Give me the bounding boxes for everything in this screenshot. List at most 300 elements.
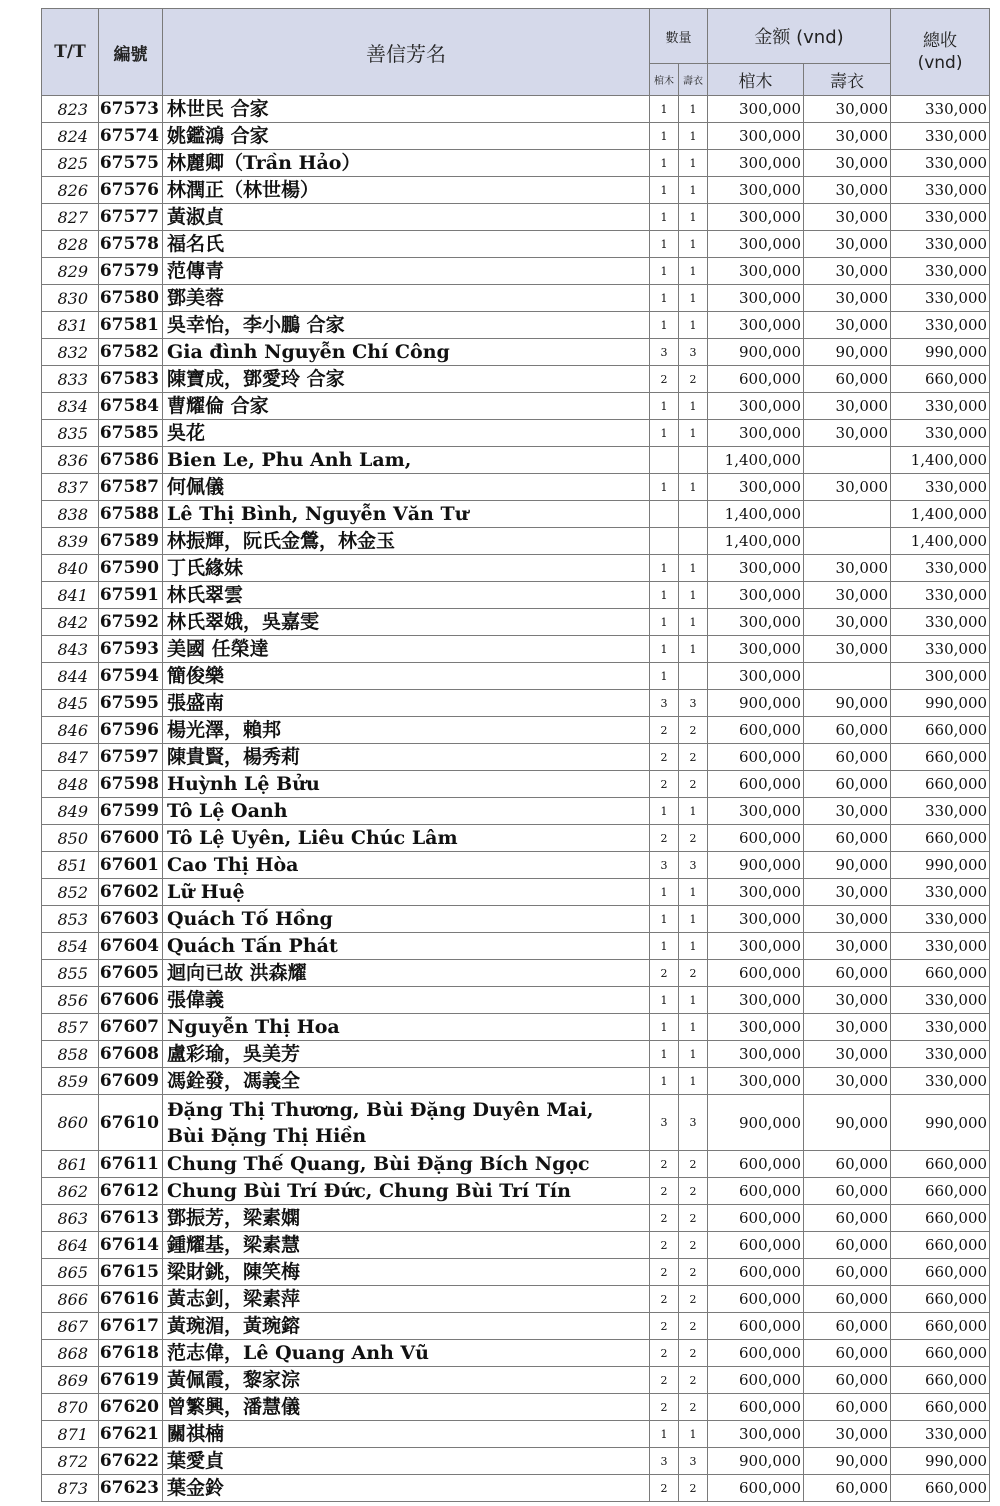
table-row <box>42 1394 990 1421</box>
row-amount-clothes: 30,000 <box>804 1041 891 1068</box>
row-amount-clothes: 30,000 <box>804 987 891 1014</box>
row-total: 330,000 <box>891 312 990 339</box>
row-amount-clothes: 30,000 <box>804 609 891 636</box>
row-qty-coffin: 2 <box>650 366 679 393</box>
row-amount-clothes <box>804 663 891 690</box>
row-qty-clothes: 3 <box>679 690 708 717</box>
row-number: 829 <box>42 258 99 285</box>
row-total: 330,000 <box>891 609 990 636</box>
row-qty-coffin: 1 <box>650 474 679 501</box>
row-amount-clothes: 60,000 <box>804 1313 891 1340</box>
row-name: 林麗卿（Trần Hảo） <box>163 150 650 177</box>
table-row <box>42 555 990 582</box>
row-number: 839 <box>42 528 99 555</box>
row-qty-clothes: 1 <box>679 420 708 447</box>
row-qty-coffin: 3 <box>650 1448 679 1475</box>
row-qty-clothes: 1 <box>679 1041 708 1068</box>
row-amount-coffin: 300,000 <box>708 906 804 933</box>
table-row <box>42 1014 990 1041</box>
row-qty-coffin: 2 <box>650 1232 679 1259</box>
row-amount-clothes: 60,000 <box>804 744 891 771</box>
row-code: 67613 <box>99 1205 163 1232</box>
row-code: 67592 <box>99 609 163 636</box>
table-row <box>42 933 990 960</box>
row-name: 福名氏 <box>163 231 650 258</box>
row-amount-coffin: 300,000 <box>708 1068 804 1095</box>
row-amount-clothes: 60,000 <box>804 960 891 987</box>
row-code: 67578 <box>99 231 163 258</box>
row-number: 833 <box>42 366 99 393</box>
row-qty-clothes: 1 <box>679 150 708 177</box>
table-row <box>42 1313 990 1340</box>
row-total: 330,000 <box>891 933 990 960</box>
row-qty-clothes: 3 <box>679 1448 708 1475</box>
row-total: 990,000 <box>891 690 990 717</box>
row-number: 840 <box>42 555 99 582</box>
row-qty-coffin <box>650 501 679 528</box>
row-qty-coffin: 2 <box>650 960 679 987</box>
row-code: 67601 <box>99 852 163 879</box>
row-name: 林世民 合家 <box>163 96 650 123</box>
row-amount-coffin: 600,000 <box>708 744 804 771</box>
header-qty-clothes: 壽衣 <box>679 64 708 96</box>
row-qty-clothes: 1 <box>679 204 708 231</box>
row-qty-clothes: 1 <box>679 474 708 501</box>
row-qty-coffin: 2 <box>650 744 679 771</box>
row-qty-coffin: 1 <box>650 177 679 204</box>
row-total: 330,000 <box>891 204 990 231</box>
row-amount-clothes: 30,000 <box>804 177 891 204</box>
row-code: 67588 <box>99 501 163 528</box>
row-qty-clothes: 1 <box>679 1014 708 1041</box>
row-name: 關祺楠 <box>163 1421 650 1448</box>
row-amount-coffin: 300,000 <box>708 231 804 258</box>
row-amount-coffin: 1,400,000 <box>708 501 804 528</box>
row-qty-coffin <box>650 447 679 474</box>
row-amount-coffin: 600,000 <box>708 1367 804 1394</box>
row-name-line1: Đặng Thị Thương, Bùi Đặng Duyên Mai, <box>167 1098 594 1121</box>
row-qty-clothes: 2 <box>679 717 708 744</box>
row-number: 837 <box>42 474 99 501</box>
row-qty-coffin: 1 <box>650 420 679 447</box>
donation-table <box>41 8 990 1502</box>
row-total: 660,000 <box>891 744 990 771</box>
row-number: 835 <box>42 420 99 447</box>
row-qty-clothes: 1 <box>679 393 708 420</box>
row-code: 67606 <box>99 987 163 1014</box>
row-total: 660,000 <box>891 825 990 852</box>
row-qty-coffin: 1 <box>650 231 679 258</box>
row-amount-coffin: 600,000 <box>708 1205 804 1232</box>
row-qty-coffin: 1 <box>650 879 679 906</box>
row-qty-coffin: 2 <box>650 1178 679 1205</box>
row-amount-coffin: 300,000 <box>708 420 804 447</box>
row-total: 990,000 <box>891 339 990 366</box>
row-qty-coffin: 1 <box>650 798 679 825</box>
row-name: 鍾耀基，梁素慧 <box>163 1232 650 1259</box>
row-total: 1,400,000 <box>891 528 990 555</box>
row-amount-clothes: 30,000 <box>804 123 891 150</box>
row-code: 67579 <box>99 258 163 285</box>
row-amount-coffin: 600,000 <box>708 366 804 393</box>
row-qty-clothes: 3 <box>679 1095 708 1151</box>
row-name: Quách Tấn Phát <box>163 933 650 960</box>
row-amount-coffin: 300,000 <box>708 258 804 285</box>
row-code: 67612 <box>99 1178 163 1205</box>
row-number: 868 <box>42 1340 99 1367</box>
row-qty-clothes: 2 <box>679 366 708 393</box>
row-qty-coffin: 2 <box>650 771 679 798</box>
row-code: 67595 <box>99 690 163 717</box>
header-total-unit: (vnd) <box>917 53 963 73</box>
row-total: 330,000 <box>891 474 990 501</box>
row-qty-coffin: 2 <box>650 1259 679 1286</box>
row-amount-coffin: 600,000 <box>708 825 804 852</box>
row-qty-clothes: 1 <box>679 987 708 1014</box>
row-qty-clothes <box>679 663 708 690</box>
row-qty-clothes: 3 <box>679 852 708 879</box>
table-row <box>42 960 990 987</box>
row-total: 330,000 <box>891 1068 990 1095</box>
row-name: Chung Bùi Trí Đức, Chung Bùi Trí Tín <box>163 1178 650 1205</box>
row-name: Lê Thị Bình, Nguyễn Văn Tư <box>163 501 650 528</box>
row-qty-coffin: 1 <box>650 636 679 663</box>
row-number: 847 <box>42 744 99 771</box>
row-qty-clothes: 2 <box>679 1394 708 1421</box>
row-amount-clothes: 90,000 <box>804 852 891 879</box>
row-number: 857 <box>42 1014 99 1041</box>
header-amount: 金额 (vnd) <box>708 9 891 64</box>
row-qty-clothes <box>679 528 708 555</box>
table-row <box>42 150 990 177</box>
row-amount-coffin: 1,400,000 <box>708 528 804 555</box>
row-qty-clothes: 2 <box>679 1313 708 1340</box>
row-amount-coffin: 600,000 <box>708 1232 804 1259</box>
row-name: 陳寶成，鄧愛玲 合家 <box>163 366 650 393</box>
row-amount-coffin: 300,000 <box>708 285 804 312</box>
row-total: 660,000 <box>891 1475 990 1502</box>
row-number: 825 <box>42 150 99 177</box>
header-total <box>891 9 990 96</box>
row-amount-coffin: 900,000 <box>708 1448 804 1475</box>
row-name: Huỳnh Lệ Bửu <box>163 771 650 798</box>
row-amount-clothes: 60,000 <box>804 717 891 744</box>
row-name: Lữ Huệ <box>163 879 650 906</box>
row-name: 曾繁興，潘慧儀 <box>163 1394 650 1421</box>
row-total: 330,000 <box>891 987 990 1014</box>
row-number: 843 <box>42 636 99 663</box>
row-name: Tô Lệ Uyên, Liêu Chúc Lâm <box>163 825 650 852</box>
row-amount-clothes: 60,000 <box>804 825 891 852</box>
row-number: 824 <box>42 123 99 150</box>
row-qty-coffin: 3 <box>650 339 679 366</box>
row-name: 盧彩瑜，吳美芳 <box>163 1041 650 1068</box>
row-amount-clothes: 30,000 <box>804 420 891 447</box>
row-qty-clothes: 3 <box>679 339 708 366</box>
row-code: 67587 <box>99 474 163 501</box>
row-name: 簡俊樂 <box>163 663 650 690</box>
row-qty-clothes: 2 <box>679 744 708 771</box>
row-number: 865 <box>42 1259 99 1286</box>
row-total: 330,000 <box>891 177 990 204</box>
row-amount-clothes: 90,000 <box>804 690 891 717</box>
row-qty-coffin: 1 <box>650 987 679 1014</box>
row-amount-clothes: 30,000 <box>804 582 891 609</box>
row-name: Tô Lệ Oanh <box>163 798 650 825</box>
row-total: 660,000 <box>891 717 990 744</box>
table-row <box>42 1259 990 1286</box>
row-number: 849 <box>42 798 99 825</box>
row-qty-coffin: 3 <box>650 690 679 717</box>
row-number: 841 <box>42 582 99 609</box>
header-quantity: 數量 <box>650 9 708 64</box>
row-name: 陳貴賢，楊秀莉 <box>163 744 650 771</box>
row-code: 67617 <box>99 1313 163 1340</box>
row-total: 330,000 <box>891 1421 990 1448</box>
row-qty-clothes: 1 <box>679 582 708 609</box>
table-row <box>42 636 990 663</box>
row-amount-clothes: 30,000 <box>804 312 891 339</box>
row-number: 870 <box>42 1394 99 1421</box>
row-qty-clothes: 2 <box>679 960 708 987</box>
row-qty-coffin: 1 <box>650 906 679 933</box>
row-total: 330,000 <box>891 906 990 933</box>
row-qty-coffin: 1 <box>650 123 679 150</box>
table-row <box>42 1448 990 1475</box>
row-amount-coffin: 900,000 <box>708 690 804 717</box>
row-name: 林氏翠娥，吳嘉雯 <box>163 609 650 636</box>
row-total: 330,000 <box>891 285 990 312</box>
row-name: Nguyễn Thị Hoa <box>163 1014 650 1041</box>
row-code: 67584 <box>99 393 163 420</box>
row-qty-clothes: 2 <box>679 1232 708 1259</box>
row-qty-coffin: 1 <box>650 1068 679 1095</box>
row-total: 330,000 <box>891 420 990 447</box>
row-amount-coffin: 300,000 <box>708 798 804 825</box>
row-qty-clothes: 1 <box>679 636 708 663</box>
table-row <box>42 285 990 312</box>
row-total: 330,000 <box>891 555 990 582</box>
row-name: 黃琬湄，黃琬鎔 <box>163 1313 650 1340</box>
row-amount-clothes: 60,000 <box>804 1475 891 1502</box>
row-amount-coffin: 600,000 <box>708 1286 804 1313</box>
row-amount-clothes: 60,000 <box>804 1232 891 1259</box>
row-name: 葉金鈴 <box>163 1475 650 1502</box>
row-amount-coffin: 600,000 <box>708 717 804 744</box>
row-number: 848 <box>42 771 99 798</box>
row-total: 660,000 <box>891 366 990 393</box>
row-name: 范傳青 <box>163 258 650 285</box>
row-number: 873 <box>42 1475 99 1502</box>
row-code: 67600 <box>99 825 163 852</box>
row-name: Chung Thế Quang, Bùi Đặng Bích Ngọc <box>163 1151 650 1178</box>
table-row <box>42 339 990 366</box>
row-name: 姚鑑鴻 合家 <box>163 123 650 150</box>
row-total: 660,000 <box>891 1286 990 1313</box>
row-qty-coffin: 2 <box>650 1205 679 1232</box>
row-code: 67593 <box>99 636 163 663</box>
row-number: 863 <box>42 1205 99 1232</box>
table-row <box>42 1286 990 1313</box>
row-qty-coffin <box>650 528 679 555</box>
header-name: 善信芳名 <box>163 9 650 96</box>
table-row <box>42 231 990 258</box>
row-qty-coffin: 1 <box>650 1421 679 1448</box>
row-code: 67599 <box>99 798 163 825</box>
row-number: 867 <box>42 1313 99 1340</box>
row-amount-clothes: 30,000 <box>804 285 891 312</box>
header-amount-coffin: 棺木 <box>708 64 804 96</box>
row-code: 67616 <box>99 1286 163 1313</box>
row-total: 990,000 <box>891 1448 990 1475</box>
row-name: 林潤正（林世楊） <box>163 177 650 204</box>
row-total: 660,000 <box>891 1340 990 1367</box>
row-qty-coffin: 1 <box>650 204 679 231</box>
row-name: 吳花 <box>163 420 650 447</box>
row-total: 660,000 <box>891 1259 990 1286</box>
row-qty-clothes: 1 <box>679 123 708 150</box>
row-qty-clothes: 1 <box>679 285 708 312</box>
table-row <box>42 501 990 528</box>
row-name: 吳幸怡，李小鵬 合家 <box>163 312 650 339</box>
row-code: 67583 <box>99 366 163 393</box>
row-total: 660,000 <box>891 1205 990 1232</box>
row-amount-coffin: 900,000 <box>708 852 804 879</box>
row-name: 林氏翠雲 <box>163 582 650 609</box>
row-number: 860 <box>42 1095 99 1151</box>
row-name: 馮銓發，馮義全 <box>163 1068 650 1095</box>
row-code: 67580 <box>99 285 163 312</box>
row-number: 871 <box>42 1421 99 1448</box>
row-qty-coffin: 1 <box>650 312 679 339</box>
row-qty-clothes: 2 <box>679 1286 708 1313</box>
row-total: 660,000 <box>891 1313 990 1340</box>
row-name: 黃淑貞 <box>163 204 650 231</box>
row-amount-clothes: 60,000 <box>804 366 891 393</box>
row-amount-clothes: 30,000 <box>804 150 891 177</box>
row-code: 67581 <box>99 312 163 339</box>
header-qty-coffin: 棺木 <box>650 64 679 96</box>
table-row <box>42 312 990 339</box>
row-amount-coffin: 600,000 <box>708 1151 804 1178</box>
row-code: 67573 <box>99 96 163 123</box>
row-number: 845 <box>42 690 99 717</box>
row-code: 67574 <box>99 123 163 150</box>
row-amount-coffin: 300,000 <box>708 1041 804 1068</box>
row-name: 葉愛貞 <box>163 1448 650 1475</box>
row-amount-clothes: 90,000 <box>804 1448 891 1475</box>
row-amount-coffin: 300,000 <box>708 150 804 177</box>
table-row <box>42 420 990 447</box>
row-amount-coffin: 300,000 <box>708 555 804 582</box>
table-row <box>42 1178 990 1205</box>
row-code: 67596 <box>99 717 163 744</box>
row-total: 660,000 <box>891 960 990 987</box>
row-code: 67607 <box>99 1014 163 1041</box>
row-code: 67608 <box>99 1041 163 1068</box>
table-row <box>42 825 990 852</box>
row-qty-clothes: 1 <box>679 933 708 960</box>
table-row <box>42 474 990 501</box>
table-row <box>42 1205 990 1232</box>
row-qty-coffin: 2 <box>650 1313 679 1340</box>
row-amount-clothes: 30,000 <box>804 1014 891 1041</box>
row-number: 830 <box>42 285 99 312</box>
row-number: 861 <box>42 1151 99 1178</box>
row-name: 黃志釗，梁素萍 <box>163 1286 650 1313</box>
table-row <box>42 690 990 717</box>
table-row <box>42 1340 990 1367</box>
row-qty-clothes <box>679 501 708 528</box>
row-name <box>163 1095 650 1151</box>
row-number: 858 <box>42 1041 99 1068</box>
table-row <box>42 906 990 933</box>
row-qty-coffin: 1 <box>650 1041 679 1068</box>
row-amount-coffin: 600,000 <box>708 1340 804 1367</box>
row-amount-clothes: 30,000 <box>804 393 891 420</box>
row-code: 67575 <box>99 150 163 177</box>
row-number: 852 <box>42 879 99 906</box>
row-amount-clothes: 30,000 <box>804 474 891 501</box>
row-qty-clothes: 2 <box>679 825 708 852</box>
row-qty-coffin: 2 <box>650 1340 679 1367</box>
row-total: 330,000 <box>891 150 990 177</box>
row-code: 67598 <box>99 771 163 798</box>
row-qty-coffin: 1 <box>650 555 679 582</box>
row-code: 67582 <box>99 339 163 366</box>
table-row <box>42 1068 990 1095</box>
row-qty-coffin: 1 <box>650 393 679 420</box>
table-row <box>42 663 990 690</box>
row-number: 859 <box>42 1068 99 1095</box>
table-row <box>42 798 990 825</box>
row-total: 1,400,000 <box>891 447 990 474</box>
row-qty-coffin: 1 <box>650 150 679 177</box>
row-qty-clothes: 1 <box>679 1068 708 1095</box>
row-amount-coffin: 300,000 <box>708 879 804 906</box>
row-number: 844 <box>42 663 99 690</box>
row-amount-coffin: 300,000 <box>708 204 804 231</box>
row-number: 846 <box>42 717 99 744</box>
row-amount-clothes <box>804 501 891 528</box>
row-code: 67622 <box>99 1448 163 1475</box>
row-qty-coffin: 3 <box>650 1095 679 1151</box>
row-number: 842 <box>42 609 99 636</box>
table-body <box>42 96 990 1502</box>
row-amount-clothes <box>804 447 891 474</box>
table-header <box>42 9 990 96</box>
row-qty-clothes: 1 <box>679 555 708 582</box>
row-amount-clothes: 60,000 <box>804 1151 891 1178</box>
table-row <box>42 1151 990 1178</box>
row-qty-clothes: 2 <box>679 1205 708 1232</box>
row-name: Gia đình Nguyễn Chí Công <box>163 339 650 366</box>
row-qty-coffin: 1 <box>650 663 679 690</box>
table-row <box>42 852 990 879</box>
row-total: 330,000 <box>891 879 990 906</box>
row-qty-coffin: 2 <box>650 717 679 744</box>
row-amount-clothes: 90,000 <box>804 339 891 366</box>
row-amount-clothes: 30,000 <box>804 555 891 582</box>
row-amount-clothes: 30,000 <box>804 879 891 906</box>
row-amount-clothes: 30,000 <box>804 96 891 123</box>
row-total: 330,000 <box>891 123 990 150</box>
row-amount-clothes: 30,000 <box>804 798 891 825</box>
row-amount-clothes: 60,000 <box>804 1178 891 1205</box>
row-qty-clothes: 1 <box>679 177 708 204</box>
row-qty-clothes: 1 <box>679 798 708 825</box>
row-qty-coffin: 1 <box>650 933 679 960</box>
